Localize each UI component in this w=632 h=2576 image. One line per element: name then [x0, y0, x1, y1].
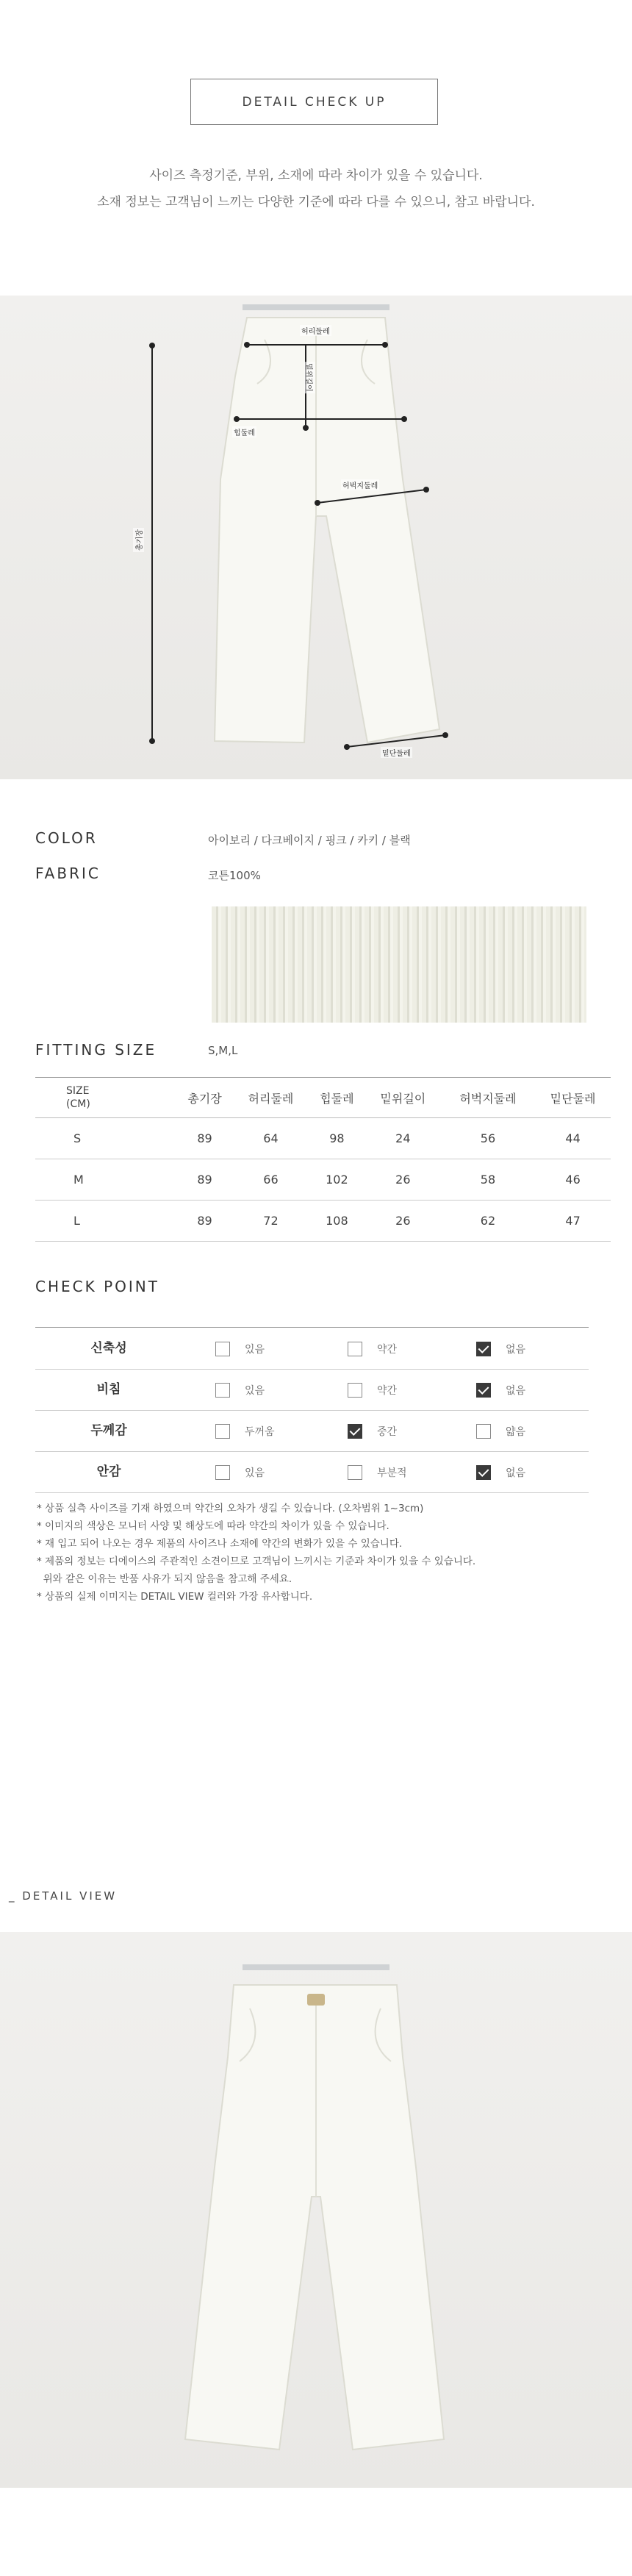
label-hip: 힙둘레	[232, 426, 256, 437]
option-label: 약간	[377, 1385, 398, 1397]
check-point-row-lining	[35, 1451, 589, 1493]
table-row	[35, 1159, 611, 1201]
note-item: * 이미지의 색상은 모니터 사양 및 해상도에 따라 약간의 차이가 있을 수 있습니다.	[37, 1520, 389, 1532]
fabric-label: FABRIC	[35, 865, 101, 882]
note-item: * 상품 실측 사이즈를 기재 하였으며 약간의 오차가 생길 수 있습니다. (오차범위 1~3cm)	[37, 1503, 424, 1514]
intro-line-1: 사이즈 측정기준, 부위, 소재에 따라 차이가 있을 수 있습니다.	[149, 168, 483, 183]
size-cell: 89	[176, 1201, 233, 1242]
size-header-cell: 허벅지둘레	[441, 1078, 535, 1118]
label-thigh: 허벅지둘레	[341, 479, 379, 490]
size-cell: 56	[441, 1118, 535, 1159]
check-point-row-stretch	[35, 1328, 589, 1370]
label-length: 총기장	[133, 528, 144, 552]
checkbox-icon	[215, 1383, 230, 1398]
checkbox-icon	[476, 1424, 491, 1439]
option-label: 중간	[377, 1426, 398, 1438]
size-cell: 62	[441, 1201, 535, 1242]
size-header-cell: 밑위길이	[365, 1078, 441, 1118]
checkbox-icon	[215, 1465, 230, 1480]
size-cell: 58	[441, 1159, 535, 1201]
note-item: * 상품의 실제 이미지는 DETAIL VIEW 컬러와 가장 유사합니다.	[37, 1591, 313, 1603]
check-point-label: 두께감	[90, 1423, 127, 1438]
intro-line-2: 소재 정보는 고객님이 느끼는 다양한 기준에 따라 다를 수 있으니, 참고 바랍니다.	[97, 195, 535, 210]
checkbox-checked-icon	[348, 1424, 362, 1439]
size-table	[35, 1077, 611, 1242]
fabric-value: 코튼100%	[208, 869, 261, 882]
size-cell: S	[35, 1118, 176, 1159]
size-header-cell: 허리둘레	[233, 1078, 309, 1118]
check-point-row-sheer	[35, 1369, 589, 1411]
label-waist: 허리둘레	[300, 325, 331, 336]
check-point-label: 안감	[96, 1464, 121, 1479]
note-item: * 재 입고 되어 나오는 경우 제품의 사이즈나 소재에 약간의 변화가 있을 수 있습니다.	[37, 1538, 403, 1550]
checkbox-checked-icon	[476, 1383, 491, 1398]
checkbox-icon	[348, 1342, 362, 1356]
option-label: 있음	[245, 1344, 265, 1356]
label-rise: 밑위길이	[304, 362, 315, 393]
checkbox-icon	[215, 1424, 230, 1439]
option-label: 없음	[506, 1344, 526, 1356]
size-header-cell: SIZE (CM)	[35, 1078, 176, 1118]
fitting-size-label: FITTING SIZE	[35, 1041, 157, 1059]
size-cell: 47	[535, 1201, 611, 1242]
color-label: COLOR	[35, 829, 98, 847]
size-cell: 72	[233, 1201, 309, 1242]
color-value: 아이보리 / 다크베이지 / 핑크 / 카키 / 블랙	[208, 834, 411, 847]
option-label: 두꺼움	[245, 1426, 275, 1438]
size-cell: 24	[365, 1118, 441, 1159]
checkbox-checked-icon	[476, 1465, 491, 1480]
checkbox-icon	[348, 1465, 362, 1480]
note-item: * 제품의 정보는 디에이스의 주관적인 소견이므로 고객님이 느끼시는 기준과 차이가 있을 수 있습니다.	[37, 1556, 476, 1567]
option-label: 있음	[245, 1467, 265, 1479]
size-header-cell: 밑단둘레	[535, 1078, 611, 1118]
size-cell: 26	[365, 1201, 441, 1242]
option-label: 있음	[245, 1385, 265, 1397]
detail-view-photo	[0, 1932, 632, 2488]
size-cell: 44	[535, 1118, 611, 1159]
size-cell: 64	[233, 1118, 309, 1159]
fabric-swatch-image	[212, 906, 586, 1023]
detail-view-label: _ DETAIL VIEW	[9, 1889, 118, 1903]
checkbox-icon	[215, 1342, 230, 1356]
fitting-size-value: S,M,L	[208, 1044, 238, 1057]
check-point-label: 신축성	[90, 1341, 127, 1356]
table-row	[35, 1118, 611, 1159]
option-label: 부분적	[377, 1467, 407, 1479]
table-row	[35, 1201, 611, 1242]
pants-detail-image	[0, 1932, 632, 2488]
checkbox-checked-icon	[476, 1342, 491, 1356]
pants-illustration	[0, 296, 632, 779]
size-cell: 66	[233, 1159, 309, 1201]
size-cell: 98	[309, 1118, 365, 1159]
size-cell: 89	[176, 1159, 233, 1201]
check-point-label: 비침	[96, 1382, 121, 1397]
size-header-cell: 총기장	[176, 1078, 233, 1118]
measurement-photo	[0, 296, 632, 779]
size-cell: 102	[309, 1159, 365, 1201]
size-cell: 89	[176, 1118, 233, 1159]
size-table-header	[35, 1078, 611, 1118]
option-label: 없음	[506, 1467, 526, 1479]
size-cell: 46	[535, 1159, 611, 1201]
size-header-cell: 힙둘레	[309, 1078, 365, 1118]
notes-list	[37, 1500, 595, 1606]
check-point-title: CHECK POINT	[35, 1278, 159, 1295]
option-label: 없음	[506, 1385, 526, 1397]
size-cell: 108	[309, 1201, 365, 1242]
option-label: 약간	[377, 1344, 398, 1356]
check-point-row-thickness	[35, 1410, 589, 1452]
checkbox-icon	[348, 1383, 362, 1398]
section-title-detail-check-up: DETAIL CHECK UP	[190, 79, 438, 125]
size-cell: L	[35, 1201, 176, 1242]
option-label: 얇음	[506, 1426, 526, 1438]
size-cell: M	[35, 1159, 176, 1201]
size-cell: 26	[365, 1159, 441, 1201]
note-item: 위와 같은 이유는 반품 사유가 되지 않음을 참고해 주세요.	[37, 1573, 292, 1585]
label-hem: 밑단둘레	[381, 747, 412, 758]
